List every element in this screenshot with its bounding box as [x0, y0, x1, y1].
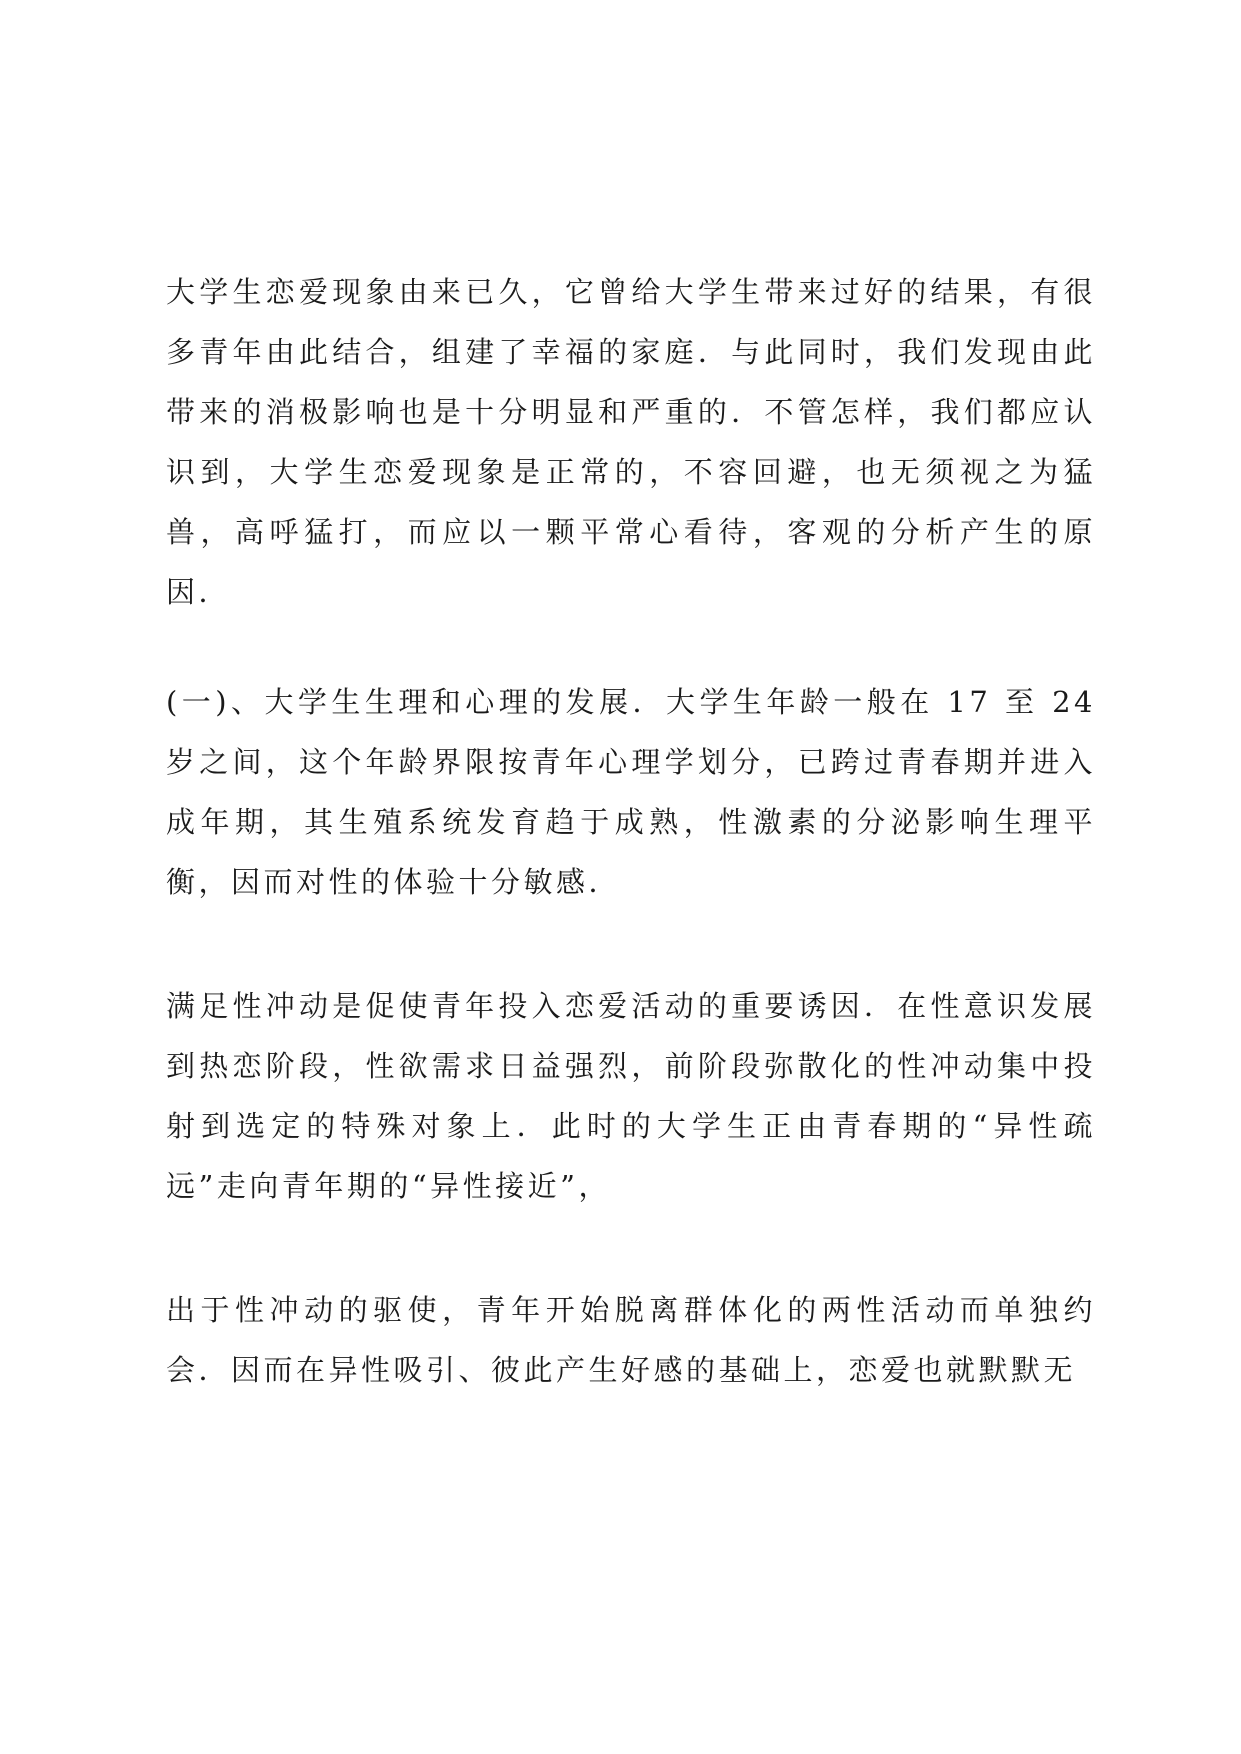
paragraph-physiology: (一)、大学生生理和心理的发展．大学生年龄一般在 17 至 24 岁之间，这个年龄界限按青年心理学划分，已跨过青春期并进入成年期，其生殖系统发育趋于成熟，性激素的分泌影响生理平衡，因而对性的体验十分敏感．: [166, 685, 1096, 899]
paragraph-intro: 大学生恋爱现象由来已久，它曾给大学生带来过好的结果，有很多青年由此结合，组建了幸福的家庭．与此同时，我们发现由此带来的消极影响也是十分明显和严重的．不管怎样，我们都应认识到，大学生恋爱现象是正常的，不容回避，也无须视之为猛兽，高呼猛打，而应以一颗平常心看待，客观的分析产生的原因．: [166, 275, 1096, 609]
paragraph-impulse: 满足性冲动是促使青年投入恋爱活动的重要诱因．在性意识发展到热恋阶段，性欲需求日益强烈，前阶段弥散化的性冲动集中投射到选定的特殊对象上．此时的大学生正由青春期的“异性疏远”走向青年期的“异性接近”，: [166, 989, 1096, 1203]
paragraph-dating: 出于性冲动的驱使，青年开始脱离群体化的两性活动而单独约会．因而在异性吸引、彼此产生好感的基础上，恋爱也就默默无: [166, 1293, 1096, 1387]
document-body: [166, 262, 1096, 1400]
